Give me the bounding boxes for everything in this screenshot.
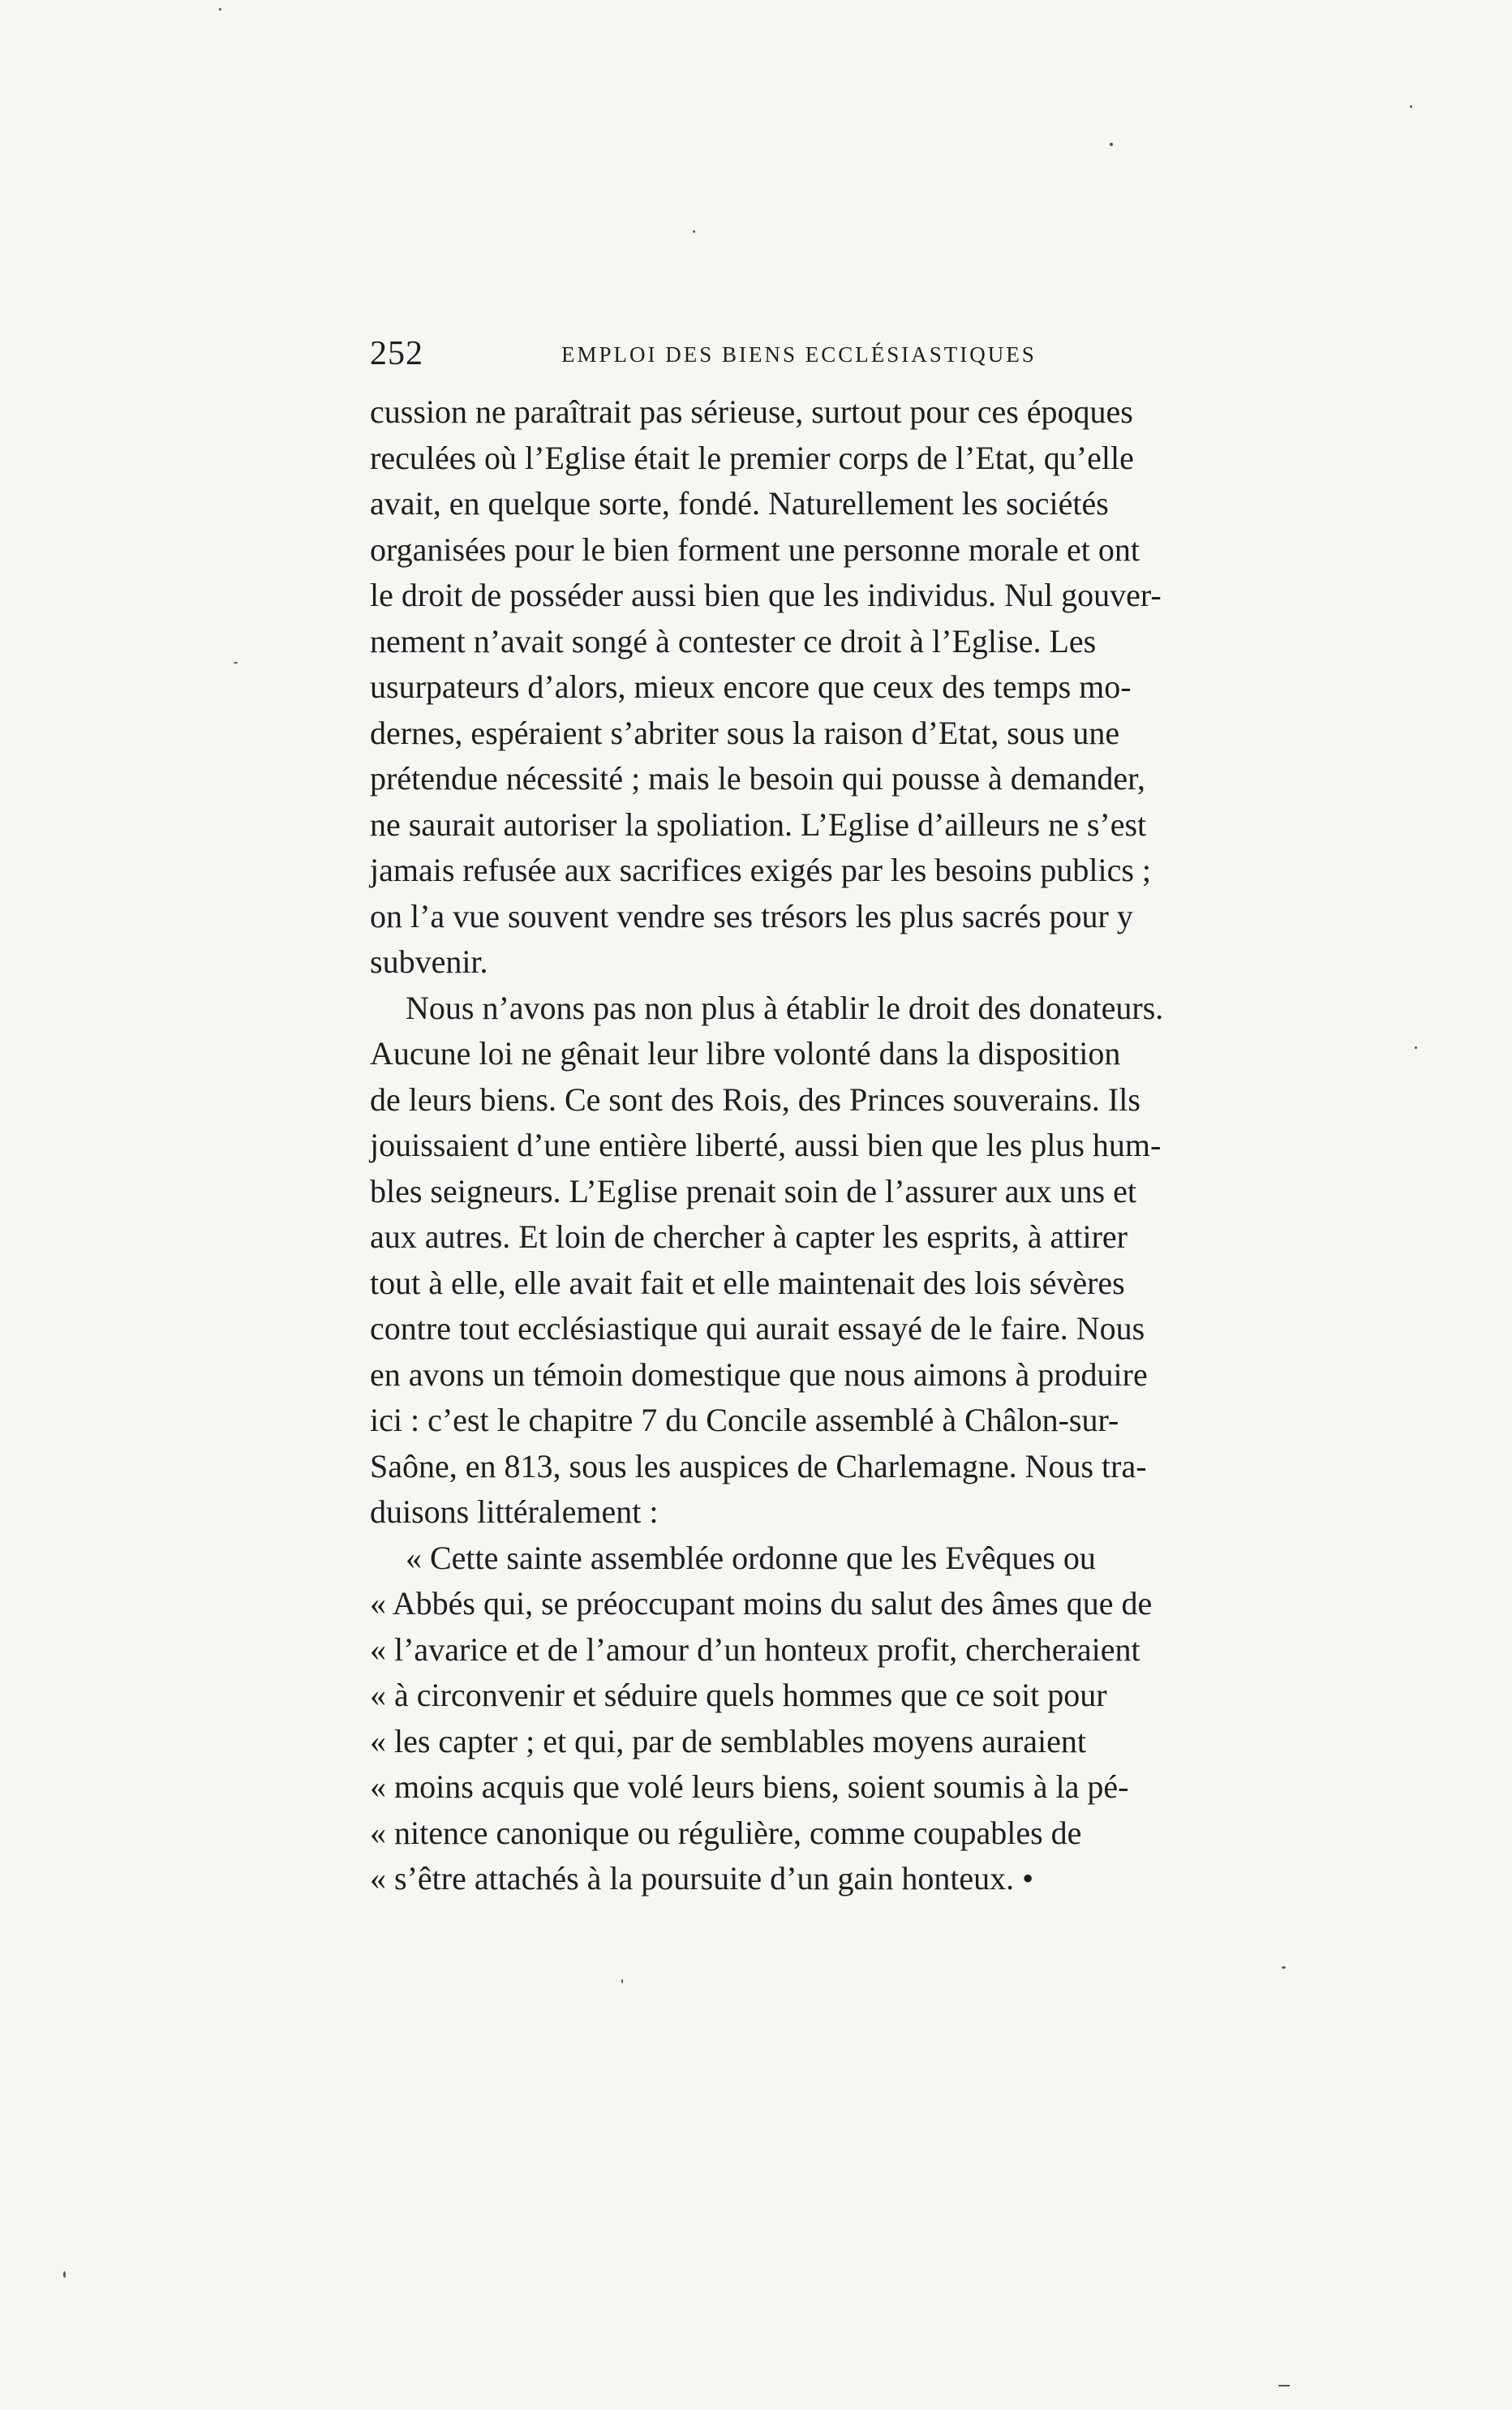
quote-line: « à circonvenir et séduire quels hommes que ce soit pour [370, 1677, 1107, 1713]
text-line: le droit de posséder aussi bien que les individus. Nul gouver- [370, 577, 1162, 613]
text-line: ne saurait autoriser la spoliation. L’Eglise d’ailleurs ne s’est [370, 805, 1147, 843]
quote-line: « les capter ; et qui, par de semblables moyens auraient [370, 1722, 1087, 1759]
quote-line: « Abbés qui, se préoccupant moins du salut des âmes que de [370, 1585, 1153, 1622]
body-text [370, 389, 1233, 1902]
scan-speck [1410, 105, 1412, 108]
page-header [370, 334, 1246, 383]
quote-line: « l’avarice et de l’amour d’un honteux profit, chercheraient [370, 1630, 1140, 1668]
scan-speck [1282, 1966, 1286, 1969]
scan-speck [1110, 143, 1113, 146]
text-line: on l’a vue souvent vendre ses trésors les plus sacrés pour y [370, 897, 1133, 934]
text-line: de leurs biens. Ce sont des Rois, des Princes souverains. Ils [370, 1080, 1140, 1118]
text-line: avait, en quelque sorte, fondé. Naturellement les sociétés [370, 485, 1109, 522]
running-title: EMPLOI DES BIENS ECCLÉSIASTIQUES [561, 342, 1037, 367]
quotation [370, 1536, 1233, 1902]
text-line: duisons littéralement : [370, 1493, 659, 1530]
text-line: usurpateurs d’alors, mieux encore que ceux des temps mo- [370, 668, 1132, 705]
text-line: tout à elle, elle avait fait et elle maintenait des lois sévères [370, 1264, 1125, 1301]
scan-speck [1278, 2385, 1290, 2386]
scan-speck [1415, 1046, 1417, 1049]
scan-speck [63, 2271, 66, 2278]
text-line: jouissaient d’une entière liberté, aussi bien que les plus hum- [370, 1127, 1162, 1163]
quote-line: « moins acquis que volé leurs biens, soient soumis à la pé- [370, 1768, 1129, 1805]
text-line: en avons un témoin domestique que nous aimons à produire [370, 1355, 1148, 1393]
quote-line: « s’être attachés à la poursuite d’un gain honteux. • [370, 1860, 1034, 1897]
scan-speck [219, 8, 221, 11]
text-line: nement n’avait songé à contester ce droit à l’Eglise. Les [370, 622, 1097, 659]
paragraph-1 [370, 389, 1233, 986]
text-line: aux autres. Et loin de chercher à capter les esprits, à attirer [370, 1218, 1128, 1255]
scan-speck [693, 230, 695, 233]
page-number: 252 [370, 335, 423, 372]
text-line: ici : c’est le chapitre 7 du Concile assemblé à Châlon-sur- [370, 1402, 1119, 1438]
text-line: Saône, en 813, sous les auspices de Charlemagne. Nous tra- [370, 1447, 1147, 1484]
scan-speck [621, 1979, 623, 1983]
text-line: bles seigneurs. L’Eglise prenait soin de l’assurer aux uns et [370, 1172, 1136, 1209]
text-line: dernes, espéraient s’abriter sous la raison d’Etat, sous une [370, 714, 1120, 751]
quote-line: « nitence canonique ou régulière, comme coupables de [370, 1814, 1082, 1851]
text-line: contre tout ecclésiastique qui aurait essayé de le faire. Nous [370, 1310, 1145, 1347]
text-line: reculées où l’Eglise était le premier corps de l’Etat, qu’elle [370, 439, 1134, 476]
text-line: organisées pour le bien forment une personne morale et ont [370, 531, 1140, 568]
text-line: jamais refusée aux sacrifices exigés par les besoins publics ; [370, 852, 1152, 888]
quote-line: « Cette sainte assemblée ordonne que les Evêques ou [406, 1539, 1096, 1576]
paragraph-2 [370, 986, 1233, 1536]
text-line: prétendue nécessité ; mais le besoin qui pousse à demander, [370, 760, 1145, 797]
scan-speck [234, 662, 238, 664]
text-line: Aucune loi ne gênait leur libre volonté dans la disposition [370, 1035, 1121, 1072]
text-line: cussion ne paraîtrait pas sérieuse, surtout pour ces époques [370, 393, 1133, 430]
text-line: Nous n’avons pas non plus à établir le droit des donateurs. [406, 989, 1164, 1026]
text-line: subvenir. [370, 943, 488, 980]
